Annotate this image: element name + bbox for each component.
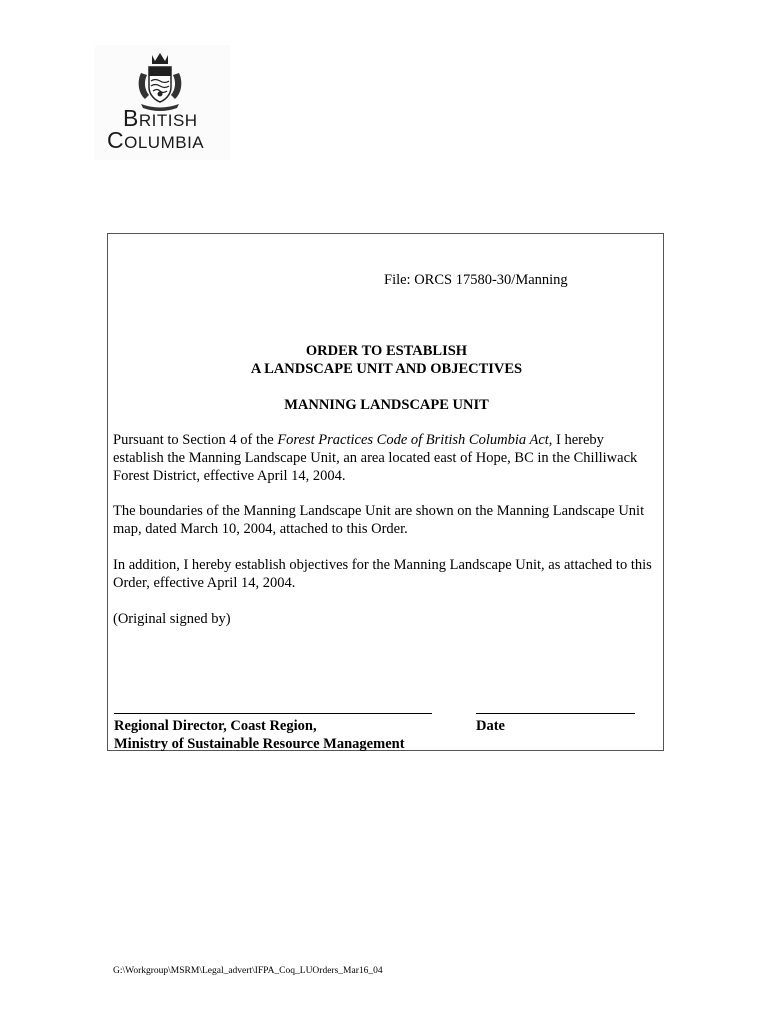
paragraph-boundaries: The boundaries of the Manning Landscape Unit are shown on the Manning Landscape Unit map, dated March 10, 2004, attached to this Order. [113, 503, 645, 537]
landscape-unit-name: MANNING LANDSCAPE UNIT [284, 397, 489, 413]
order-title-line2: A LANDSCAPE UNIT AND OBJECTIVES [250, 361, 523, 377]
date-label: Date [476, 718, 505, 734]
date-line [476, 713, 635, 714]
file-reference: File: ORCS 17580-30/Manning [384, 272, 568, 288]
act-name: Forest Practices Code of British Columbia Act [277, 432, 549, 448]
file-path-footer: G:\Workgroup\MSRM\Legal_advert\IFPA_Coq_LUOrders_Mar16_04 [113, 966, 383, 976]
order-title-line1: ORDER TO ESTABLISH [305, 343, 468, 359]
bc-coat-of-arms-icon [135, 51, 185, 113]
signature-line [114, 713, 432, 714]
logo-text-columbia: COLUMBIA [107, 127, 205, 153]
order-frame [107, 233, 664, 751]
paragraph-objectives: In addition, I hereby establish objectives for the Manning Landscape Unit, as attached to this Order, effective April 14, 2004. [113, 557, 652, 591]
bc-logo [95, 45, 230, 160]
original-signed-note: (Original signed by) [113, 611, 231, 627]
paragraph-pursuant: Pursuant to Section 4 of the Forest Practices Code of British Columbia Act, I hereby establish the Manning Landscape Unit, an area located east of Hope, BC in the Chilliwack Forest District, effective April 14, 2004. [113, 432, 638, 484]
logo-text-british: BRITISH [123, 105, 198, 131]
signatory-title: Regional Director, Coast Region, [114, 718, 317, 734]
signatory-ministry: Ministry of Sustainable Resource Management [114, 736, 405, 752]
